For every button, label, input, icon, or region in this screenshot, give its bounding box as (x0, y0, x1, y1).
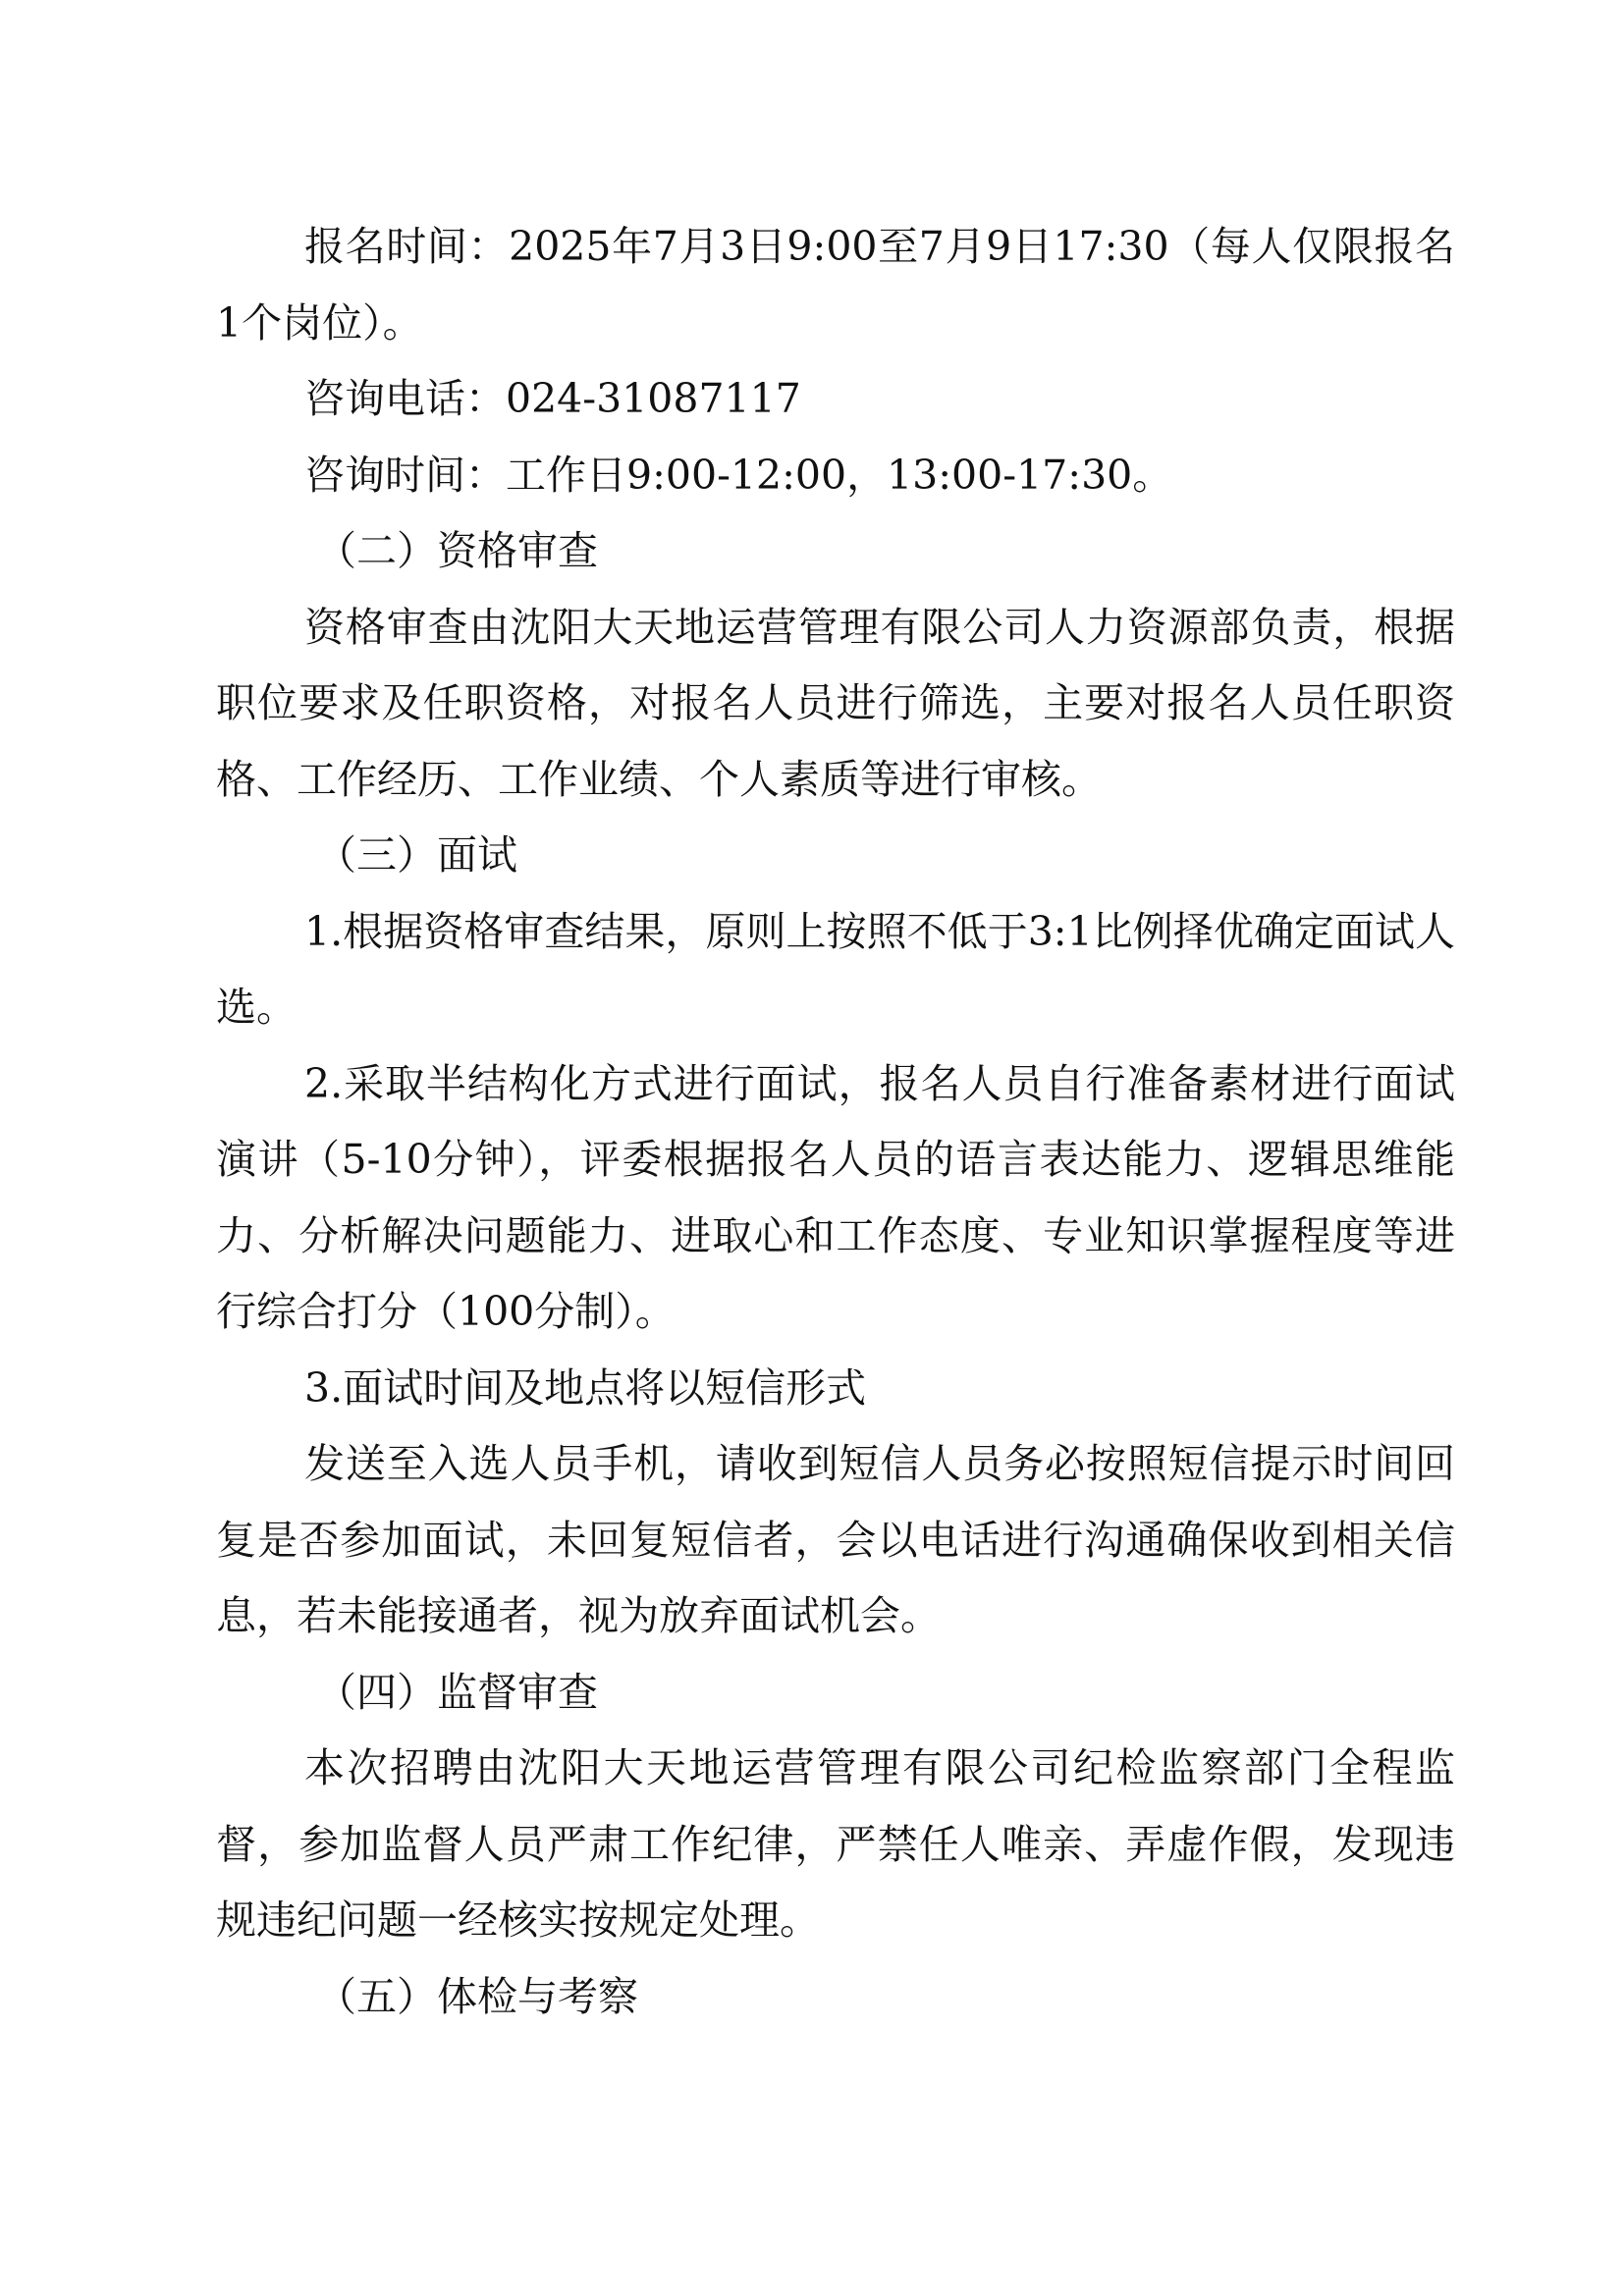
consult-time-paragraph: 咨询时间：工作日9:00-12:00，13:00-17:30。 (304, 451, 1173, 499)
interview-item-3: 3.面试时间及地点将以短信形式 (304, 1363, 867, 1412)
interview-item-2: 2.采取半结构化方式进行面试，报名人员自行准备素材进行面试演讲（5-10分钟），评委根据报名人员的语言表达能力、逻辑思维能力、分析解决问题能力、进取心和工作态度、专业知识掌握程度等进行综合打分（100分制）。 (216, 1059, 1455, 1335)
section-heading-interview: （三）面试 (316, 831, 517, 879)
section-heading-medical-exam: （五）体检与考察 (316, 1972, 638, 2020)
registration-time-paragraph: 报名时间：2025年7月3日9:00至7月9日17:30（每人仅限报名1个岗位）。 (216, 223, 1455, 347)
section-heading-qualification-review: （二）资格审查 (316, 527, 598, 574)
section-heading-supervision: （四）监督审查 (316, 1668, 598, 1716)
document-body (216, 209, 1455, 2035)
qualification-review-paragraph: 资格审查由沈阳大天地运营管理有限公司人力资源部负责，根据职位要求及任职资格，对报名人员进行筛选，主要对报名人员任职资格、工作经历、工作业绩、个人素质等进行审核。 (216, 603, 1455, 803)
interview-item-3-continued: 发送至入选人员手机，请收到短信人员务必按照短信提示时间回复是否参加面试，未回复短信者，会以电话进行沟通确保收到相关信息，若未能接通者，视为放弃面试机会。 (216, 1440, 1455, 1639)
interview-item-1: 1.根据资格审查结果，原则上按照不低于3:1比例择优确定面试人选。 (216, 907, 1455, 1031)
consult-phone-paragraph: 咨询电话：024-31087117 (304, 375, 801, 422)
supervision-paragraph: 本次招聘由沈阳大天地运营管理有限公司纪检监察部门全程监督，参加监督人员严肃工作纪律，严禁任人唯亲、弄虚作假，发现违规违纪问题一经核实按规定处理。 (216, 1744, 1455, 1944)
